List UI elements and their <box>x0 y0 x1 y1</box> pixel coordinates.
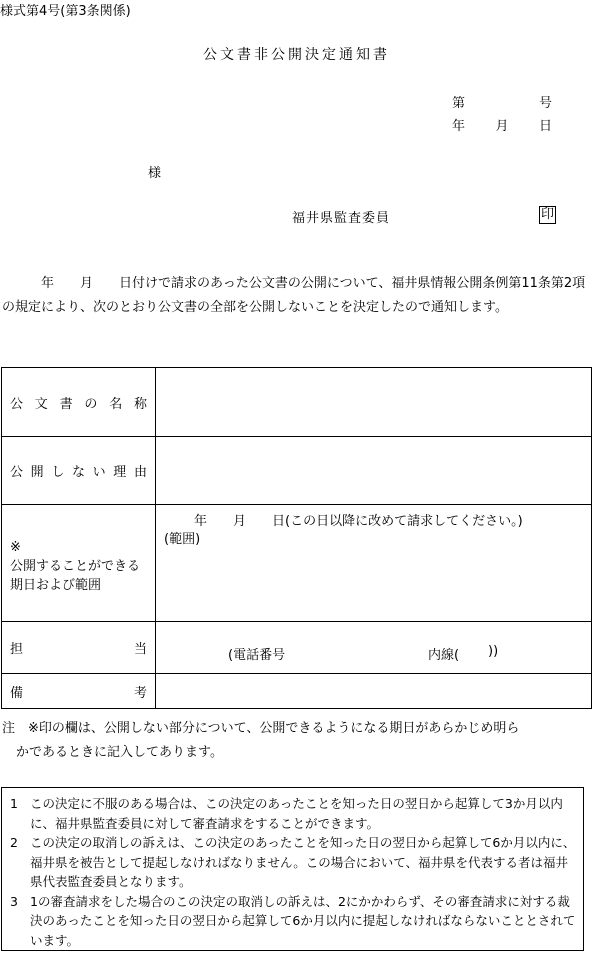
label-char: 書 <box>59 396 73 412</box>
label-contact-a: 担 <box>10 642 24 657</box>
appeal-instructions <box>1 787 584 951</box>
form-number: 様式第4号(第3条関係) <box>0 4 131 19</box>
label-char: 名 <box>109 396 123 412</box>
issue-date <box>452 115 552 134</box>
value-document-name[interactable] <box>156 368 592 437</box>
label-char: し <box>51 465 65 480</box>
instruction-text: 1の審査請求をした場合のこの決定の取消しの訴えは、2にかかわらず、その審査請求に対する裁決のあったことを知った日の翌日から起算して6か月以内に提起しなければならないこととされています。 <box>30 893 576 948</box>
date-month: 月 <box>495 119 509 134</box>
value-reason[interactable] <box>156 437 592 505</box>
instruction-item <box>6 794 583 833</box>
body-paragraph: 年 月 日付けで請求のあった公文書の公開について、福井県情報公開条例第11条第2項の規定により、次のとおり公文書の全部を公開しないことを決定したので通知します。 <box>2 276 586 315</box>
label-char: 公 <box>10 396 24 412</box>
instruction-item <box>6 892 583 951</box>
addressee-suffix: 様 <box>148 166 162 181</box>
footnote-line-1: 注 ※印の欄は、公開しない部分について、公開できるようになる期日があらかじめ明ら <box>2 721 520 736</box>
document-title: 公文書非公開決定通知書 <box>203 47 390 63</box>
label-remarks <box>2 674 156 709</box>
label-remarks-a: 備 <box>10 685 24 701</box>
label-char: 開 <box>30 465 44 480</box>
footnote-line-2: かであるときに記入してあります。 <box>16 745 223 760</box>
label-char: 文 <box>34 396 48 412</box>
label-char: 称 <box>133 396 147 412</box>
label-contact-b: 当 <box>133 642 147 657</box>
label-reason-text <box>10 461 155 480</box>
period-range: (範囲) <box>164 532 201 547</box>
label-disclosure-period-text: 公開することができる期日および範囲 <box>10 558 141 593</box>
label-contact <box>2 622 156 674</box>
label-char: い <box>92 465 106 480</box>
label-reason <box>2 437 156 505</box>
document-number <box>452 92 552 111</box>
extension-close: )) <box>488 644 499 659</box>
instruction-item <box>6 833 583 892</box>
date-day: 日 <box>538 119 552 134</box>
instruction-number: 3 <box>10 893 18 909</box>
doc-number-suffix: 号 <box>538 96 552 111</box>
label-char: 公 <box>10 465 24 480</box>
label-document-name <box>2 368 156 437</box>
sender-name: 福井県監査委員 <box>292 211 391 226</box>
extension-label: 内線( <box>428 648 460 663</box>
decision-table <box>1 367 592 709</box>
value-remarks[interactable] <box>156 674 592 709</box>
label-char: 由 <box>133 465 147 480</box>
instruction-number: 1 <box>10 796 18 811</box>
instruction-number: 2 <box>10 835 18 850</box>
asterisk-mark: ※ <box>10 539 21 555</box>
label-char: の <box>84 396 98 412</box>
label-remarks-b: 考 <box>133 685 147 701</box>
doc-number-prefix: 第 <box>452 96 466 111</box>
phone-line <box>156 622 591 663</box>
seal-mark: 印 <box>541 207 555 222</box>
period-date-line: 年 月 日(この日以降に改めて請求してください。) <box>194 514 523 529</box>
instruction-text: この決定に不服のある場合は、この決定のあったことを知った日の翌日から起算して3か月以内に、福井県監査委員に対して審査請求をすることができます。 <box>30 796 563 831</box>
label-disclosure-period <box>2 505 156 622</box>
label-char: 理 <box>113 465 127 480</box>
footnote <box>2 717 591 765</box>
value-contact[interactable] <box>156 622 592 674</box>
label-document-name-text <box>10 393 155 412</box>
phone-label: (電話番号 <box>228 648 286 663</box>
instruction-text: この決定の取消しの訴えは、この決定のあったことを知った日の翌日から起算して6か月以内に、福井県を被告として提起しなければなりません。この場合において、福井県を代表する者は福井県代表監査委員となります。 <box>30 835 576 889</box>
value-disclosure-period[interactable] <box>156 505 592 622</box>
date-year: 年 <box>452 119 466 134</box>
label-char: な <box>71 465 85 480</box>
